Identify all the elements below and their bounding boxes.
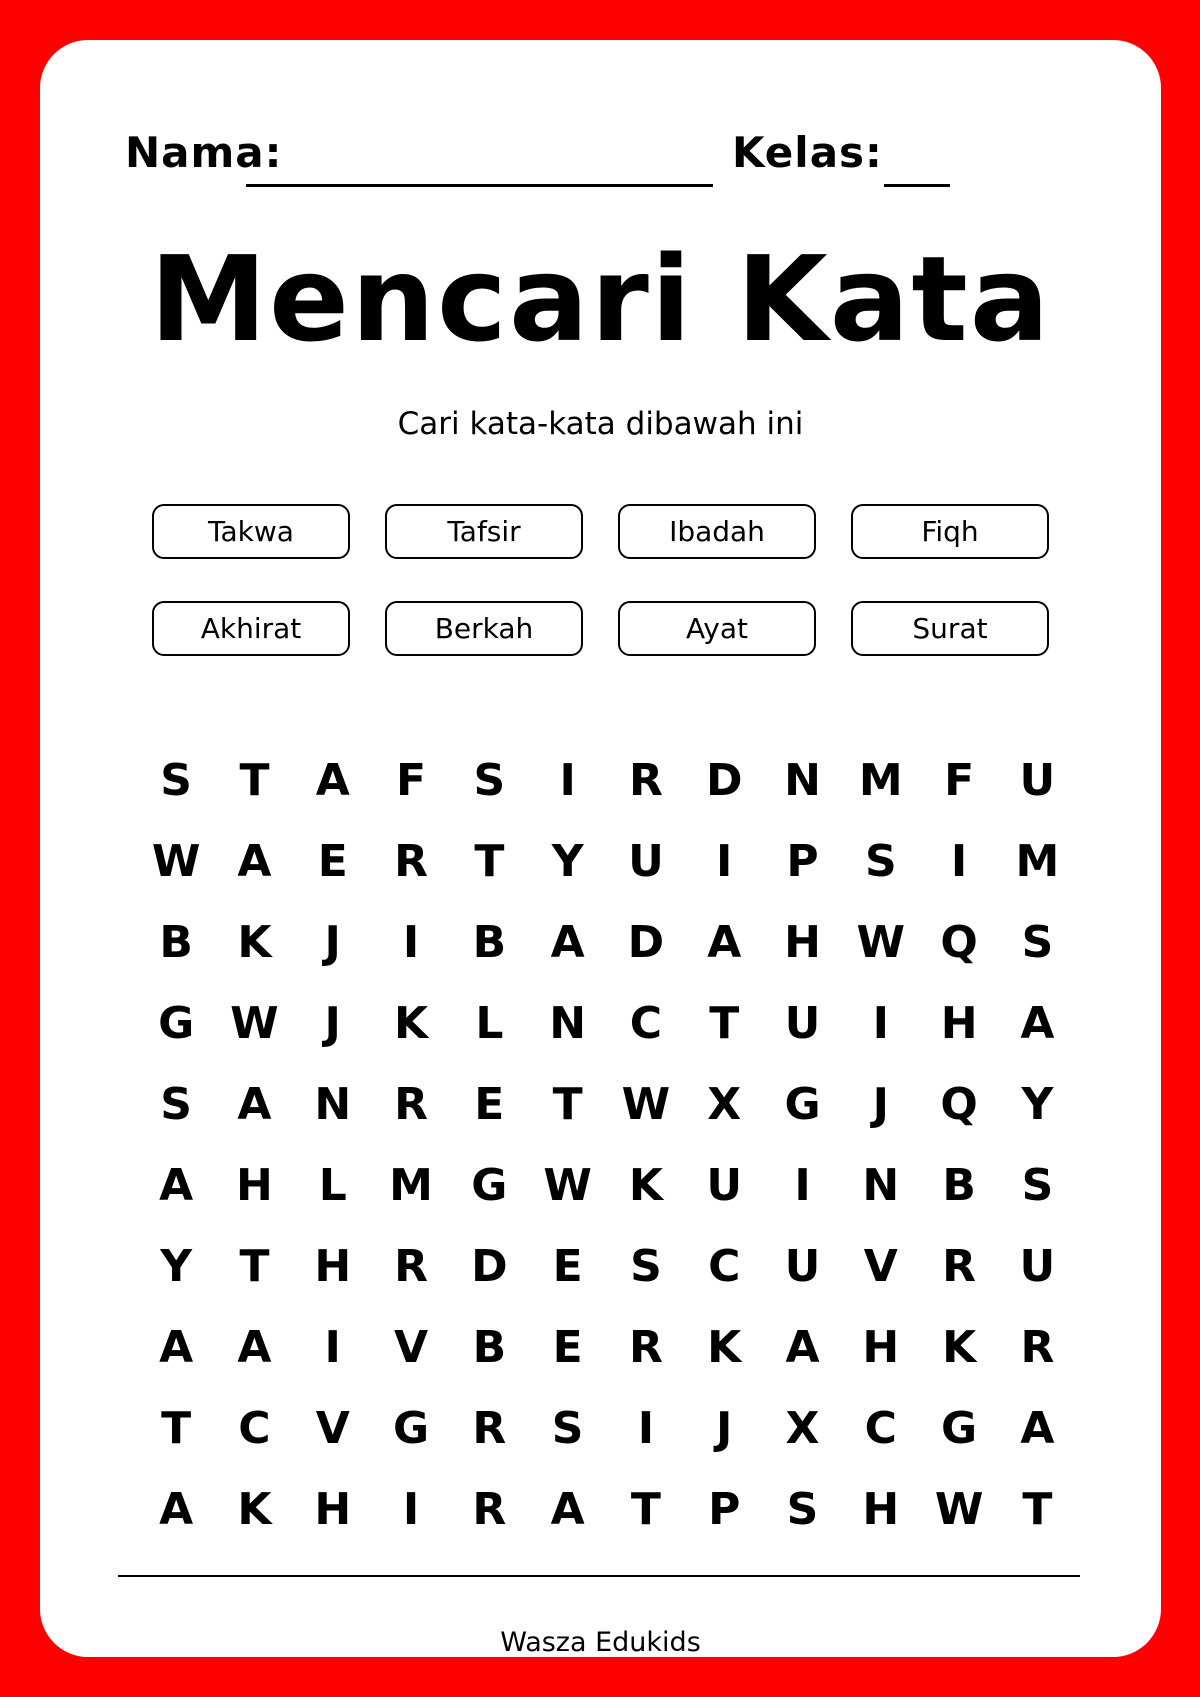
grid-letter: W <box>543 1160 592 1211</box>
grid-letter: J <box>716 1403 733 1454</box>
grid-letter: T <box>1022 1484 1053 1535</box>
grid-letter: D <box>627 917 665 968</box>
grid-letter: I <box>716 836 733 887</box>
grid-letter: B <box>472 1322 507 1373</box>
grid-letter: B <box>159 917 193 968</box>
grid-letter: I <box>402 1484 420 1535</box>
grid-letter: U <box>1019 1241 1056 1292</box>
grid-letter: S <box>160 755 192 806</box>
grid-letter: A <box>707 917 742 968</box>
letter-grid <box>137 740 1077 1550</box>
grid-letter: J <box>324 998 341 1049</box>
grid-letter: A <box>785 1322 820 1373</box>
grid-letter: G <box>784 1079 821 1130</box>
grid-letter: G <box>471 1160 508 1211</box>
name-label: Nama: <box>125 128 283 177</box>
grid-letter: A <box>1020 998 1055 1049</box>
grid-letter: P <box>786 836 819 887</box>
grid-letter: I <box>794 1160 811 1211</box>
grid-letter: Y <box>551 836 584 887</box>
grid-letter: U <box>784 998 821 1049</box>
word-box: Ibadah <box>618 504 816 559</box>
grid-letter: Q <box>940 1079 978 1130</box>
grid-letter: A <box>237 1079 272 1130</box>
grid-letter: N <box>784 755 821 806</box>
grid-letter: W <box>230 998 279 1049</box>
grid-letter: J <box>324 917 341 968</box>
grid-letter: D <box>705 755 743 806</box>
grid-letter: C <box>238 1403 271 1454</box>
page-title: Mencari Kata <box>149 230 1052 368</box>
grid-letter: S <box>551 1403 584 1454</box>
grid-letter: M <box>389 1160 433 1211</box>
grid-letter: C <box>629 998 663 1049</box>
grid-letter: Y <box>1021 1079 1054 1130</box>
grid-letter: N <box>314 1079 352 1130</box>
header-row <box>40 128 1161 198</box>
grid-letter: K <box>237 1484 272 1535</box>
word-box: Tafsir <box>385 504 583 559</box>
grid-letter: V <box>394 1322 429 1373</box>
word-box: Takwa <box>152 504 350 559</box>
grid-letter: N <box>862 1160 900 1211</box>
grid-letter: S <box>473 755 506 806</box>
name-line <box>246 184 713 187</box>
instructions: Cari kata-kata dibawah ini <box>397 406 804 442</box>
grid-letter: H <box>784 917 821 968</box>
grid-letter: K <box>393 998 429 1049</box>
grid-letter: H <box>862 1322 900 1373</box>
grid-letter: A <box>159 1484 194 1535</box>
grid-letter: C <box>864 1403 897 1454</box>
grid-letter: R <box>628 1322 663 1373</box>
grid-letter: A <box>237 836 272 887</box>
grid-letter: R <box>628 755 663 806</box>
grid-letter: I <box>950 836 968 887</box>
grid-letter: R <box>472 1484 507 1535</box>
grid-letter: A <box>315 755 350 806</box>
grid-letter: A <box>550 917 585 968</box>
grid-letter: E <box>317 836 348 887</box>
footer-brand: Wasza Edukids <box>500 1627 701 1658</box>
grid-letter: C <box>708 1241 741 1292</box>
grid-letter: V <box>863 1241 898 1292</box>
word-box: Akhirat <box>152 601 350 656</box>
grid-letter: Q <box>940 917 978 968</box>
grid-letter: U <box>1019 755 1056 806</box>
grid-letter: P <box>708 1484 741 1535</box>
grid-letter: R <box>472 1403 507 1454</box>
grid-letter: R <box>942 1241 977 1292</box>
grid-letter: D <box>471 1241 508 1292</box>
grid-letter: H <box>314 1484 352 1535</box>
grid-letter: X <box>707 1079 742 1130</box>
grid-letter: I <box>559 755 576 806</box>
grid-letter: S <box>1021 1160 1054 1211</box>
grid-letter: B <box>472 917 507 968</box>
class-line <box>884 184 950 187</box>
grid-letter: S <box>160 1079 192 1130</box>
grid-letter: X <box>785 1403 820 1454</box>
grid-letter: I <box>324 1322 341 1373</box>
grid-letter: L <box>318 1160 347 1211</box>
grid-letter: M <box>1015 836 1060 887</box>
grid-letter: I <box>637 1403 655 1454</box>
grid-letter: G <box>392 1403 430 1454</box>
grid-letter: K <box>628 1160 663 1211</box>
grid-letter: G <box>941 1403 978 1454</box>
grid-letter: H <box>236 1160 273 1211</box>
grid-letter: W <box>856 917 906 968</box>
grid-letter: A <box>550 1484 585 1535</box>
grid-letter: W <box>934 1484 984 1535</box>
grid-letter: N <box>549 998 587 1049</box>
grid-letter: S <box>786 1484 819 1535</box>
grid-letter: U <box>628 836 664 887</box>
grid-letter: W <box>621 1079 671 1130</box>
grid-letter: I <box>402 917 420 968</box>
grid-letter: F <box>944 755 975 806</box>
class-label: Kelas: <box>732 128 883 177</box>
grid-letter: T <box>474 836 505 887</box>
footer-divider <box>118 1575 1080 1577</box>
grid-letter: W <box>151 836 201 887</box>
word-box: Fiqh <box>851 504 1049 559</box>
word-box: Ayat <box>618 601 816 656</box>
word-box: Berkah <box>385 601 583 656</box>
grid-letter: S <box>864 836 897 887</box>
grid-letter: V <box>315 1403 350 1454</box>
grid-letter: S <box>630 1241 662 1292</box>
grid-letter: A <box>1020 1403 1055 1454</box>
grid-letter: I <box>872 998 889 1049</box>
grid-letter: T <box>239 755 270 806</box>
grid-letter: T <box>630 1484 661 1535</box>
grid-letter: H <box>862 1484 900 1535</box>
grid-letter: R <box>394 1241 428 1292</box>
grid-letter: R <box>394 1079 428 1130</box>
grid-letter: M <box>858 755 903 806</box>
word-list <box>152 504 1052 656</box>
grid-letter: E <box>474 1079 505 1130</box>
grid-letter: K <box>942 1322 977 1373</box>
word-box: Surat <box>851 601 1049 656</box>
grid-letter: U <box>706 1160 743 1211</box>
grid-letter: T <box>161 1403 192 1454</box>
grid-letter: U <box>784 1241 821 1292</box>
grid-letter: A <box>237 1322 272 1373</box>
grid-letter: H <box>940 998 978 1049</box>
grid-letter: A <box>159 1322 194 1373</box>
grid-letter: E <box>552 1322 583 1373</box>
grid-letter: Y <box>160 1241 193 1292</box>
grid-letter: R <box>1020 1322 1055 1373</box>
grid-letter: T <box>709 998 740 1049</box>
grid-letter: R <box>394 836 428 887</box>
grid-letter: L <box>475 998 504 1049</box>
grid-letter: S <box>1021 917 1054 968</box>
grid-letter: T <box>552 1079 583 1130</box>
grid-letter: K <box>707 1322 742 1373</box>
grid-letter: A <box>159 1160 194 1211</box>
grid-letter: F <box>396 755 427 806</box>
grid-letter: T <box>239 1241 270 1292</box>
grid-letter: G <box>158 998 195 1049</box>
grid-letter: B <box>942 1160 976 1211</box>
grid-letter: J <box>872 1079 889 1130</box>
grid-letter: H <box>314 1241 352 1292</box>
grid-letter: K <box>237 917 272 968</box>
worksheet-sheet <box>40 40 1161 1657</box>
grid-letter: E <box>552 1241 583 1292</box>
